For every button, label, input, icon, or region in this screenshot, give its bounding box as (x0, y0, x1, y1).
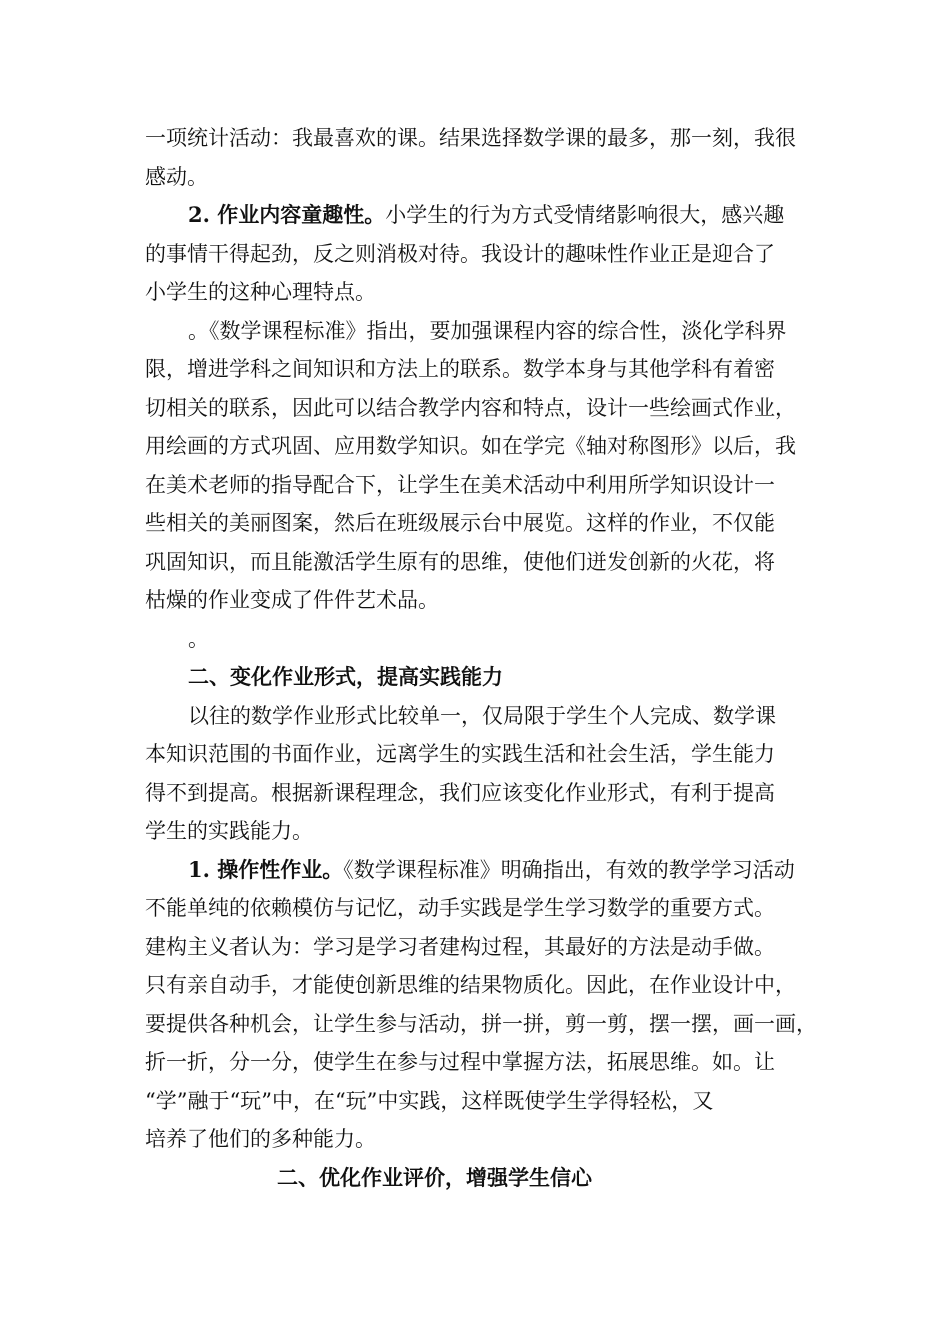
subheading-operational-homework: 1. 操作性作业。 (188, 856, 344, 882)
paragraph-line: 感动。 (145, 164, 208, 189)
paragraph-line: 小学生的这种心理特点。 (145, 280, 376, 304)
paragraph-line: 培养了他们的多种能力。 (145, 1127, 376, 1151)
paragraph-line: 一项统计活动：我最喜欢的课。结果选择数学课的最多，那一刻，我很 (145, 126, 796, 150)
paragraph-text: 《数学课程标准》明确指出，有效的教学学习活动 (343, 857, 795, 882)
paragraph-line: 不能单纯的依赖模仿与记忆，动手实践是学生学习数学的重要方式。 (145, 896, 775, 920)
paragraph-line: 建构主义者认为：学习是学习者建构过程，其最好的方法是动手做。 (145, 934, 775, 959)
paragraph-line: 在美术老师的指导配合下，让学生在美术活动中利用所学知识设计一 (145, 472, 775, 497)
paragraph-line: 。 (188, 626, 209, 651)
paragraph-line: 本知识范围的书面作业，远离学生的实践生活和社会生活，学生能力 (145, 742, 775, 766)
paragraph-line: 要提供各种机会，让学生参与活动，拼一拼，剪一剪，摆一摆，画一画， (145, 1011, 817, 1036)
paragraph-line: 学生的实践能力。 (145, 819, 313, 843)
paragraph-line: 只有亲自动手，才能使创新思维的结果物质化。因此，在作业设计中， (145, 973, 796, 997)
paragraph-line: 得不到提高。根据新课程理念，我们应该变化作业形式，有利于提高 (145, 780, 775, 805)
section-heading: 二、优化作业评价，增强学生信心 (277, 1164, 592, 1190)
paragraph-line: 些相关的美丽图案，然后在班级展示台中展览。这样的作业，不仅能 (145, 511, 775, 535)
paragraph-text: 小学生的行为方式受情绪影响很大，感兴趣 (385, 203, 785, 227)
paragraph-line: 限，增进学科之间知识和方法上的联系。数学本身与其他学科有着密 (145, 357, 775, 381)
paragraph-line (145, 196, 815, 235)
paragraph-line: 的事情干得起劲，反之则消极对待。我设计的趣味性作业正是迎合了 (145, 241, 775, 266)
paragraph-line: 巩固知识，而且能激活学生原有的思维，使他们迸发创新的火花，将 (145, 549, 775, 574)
section-heading: 二、变化作业形式，提高实践能力 (188, 664, 503, 689)
paragraph-line (145, 851, 815, 890)
paragraph-line: 。《数学课程标准》指出，要加强课程内容的综合性，淡化学科界 (188, 318, 787, 343)
document-page (145, 119, 815, 1197)
paragraph-line: 切相关的联系，因此可以结合教学内容和特点，设计一些绘画式作业， (145, 395, 796, 420)
paragraph-line: “学”融于“玩”中，在“玩”中实践，这样既使学生学得轻松，又 (145, 1088, 714, 1113)
paragraph-line: 折一折，分一分，使学生在参与过程中掌握方法，拓展思维。如。让 (145, 1050, 775, 1074)
paragraph-line: 用绘画的方式巩固、应用数学知识。如在学完《轴对称图形》以后，我 (145, 434, 796, 458)
paragraph-line: 枯燥的作业变成了件件艺术品。 (145, 588, 439, 612)
paragraph-line: 以往的数学作业形式比较单一，仅局限于学生个人完成、数学课 (188, 703, 776, 728)
subheading-homework-content: 2. 作业内容童趣性。 (188, 202, 386, 227)
